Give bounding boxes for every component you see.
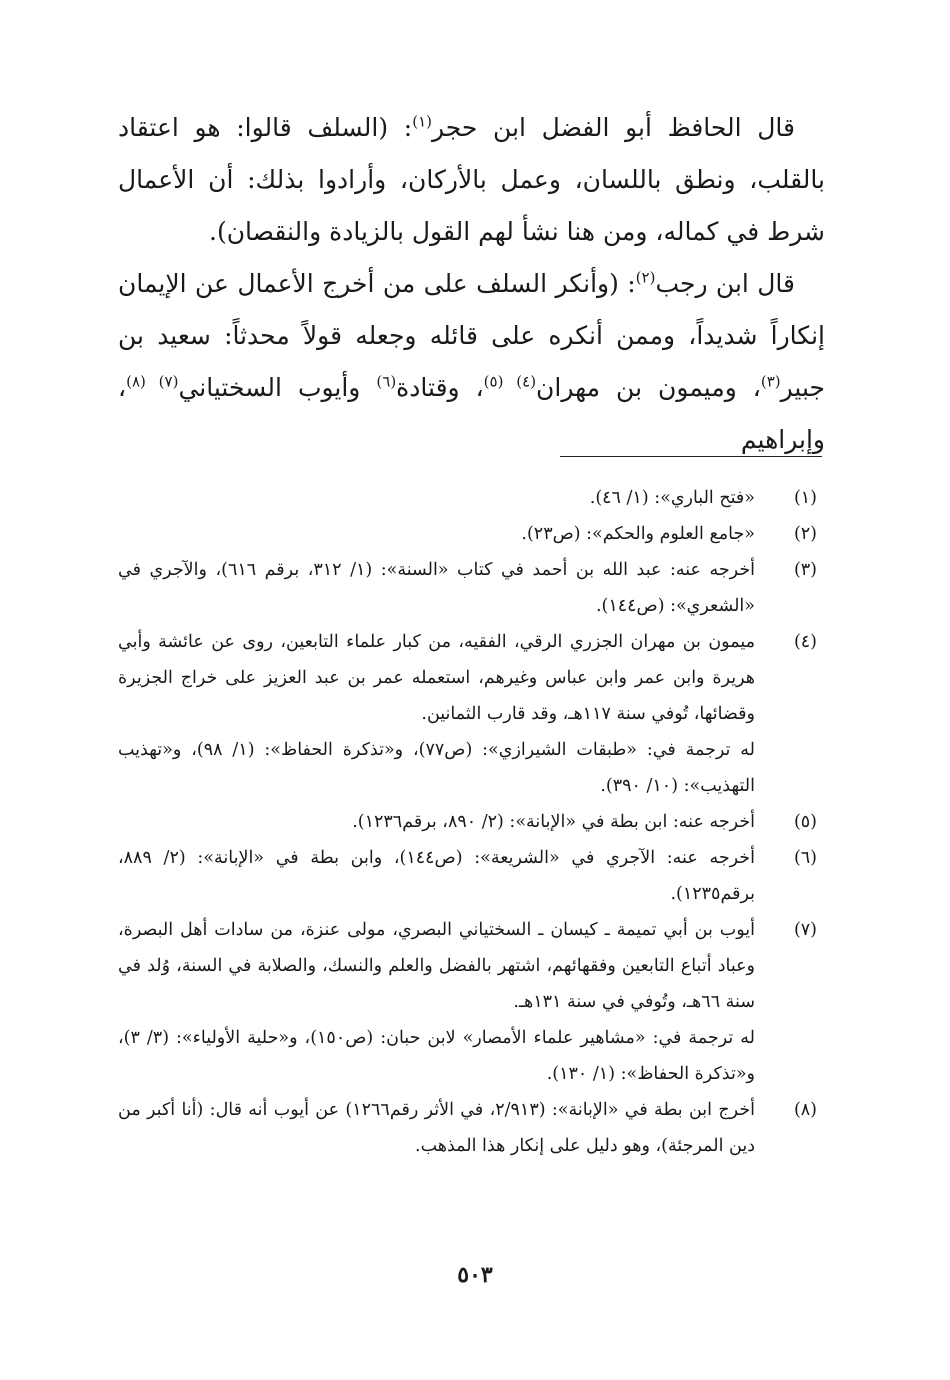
footnote-text: له ترجمة في: «مشاهير علماء الأمصار» لابن حبان: (ص١٥٠)، و«حلية الأولياء»: (٣/ ٣)، و«تذكرة الحفاظ»: (١/ ١٣٠). [118, 1028, 755, 1084]
footnote [118, 624, 825, 804]
footnote-text: له ترجمة في: «طبقات الشيرازي»: (ص٧٧)، و«تذكرة الحفاظ»: (١/ ٩٨)، و«تهذيب التهذيب»: (١٠/ ٣٩٠). [118, 740, 756, 796]
footnote-body [118, 840, 755, 912]
footnote-body [118, 912, 755, 1092]
footnotes [118, 480, 825, 1164]
footnote-number: (٣) [793, 560, 817, 580]
footnote-text: أخرجه عنه: عبد الله بن أحمد في كتاب «السنة»: (١/ ٣١٢، برقم ٦١٦)، والآجري في «الشعري»: (ص١٤٤). [118, 560, 755, 616]
footnote [118, 1092, 825, 1164]
footnote-number: (٦) [793, 848, 817, 868]
paragraph-text: ، وقتادة [396, 373, 484, 402]
footnote-text: «فتح الباري»: (١/ ٤٦). [589, 488, 755, 508]
footnote-text: أخرجه عنه: الآجري في «الشريعة»: (ص١٤٤)، وابن بطة في «الإبانة»: (٢/ ٨٨٩، برقم١٢٣٥). [118, 848, 755, 904]
paragraph-text: قال ابن رجب [655, 269, 795, 298]
footnote-ref: (٧) (٨) [126, 372, 179, 391]
footnote-body [118, 552, 755, 624]
paragraph-text: ، وإبراهيم [118, 373, 825, 454]
footnote-text: أخرجه عنه: ابن بطة في «الإبانة»: (٢/ ٨٩٠، برقم١٢٣٦). [352, 812, 755, 832]
footnote-ref: (٦) [376, 372, 397, 391]
footnote-number: (٤) [793, 632, 817, 652]
footnote-number: (٨) [793, 1100, 817, 1120]
footnote-number: (٢) [793, 524, 817, 544]
footnote-body [118, 516, 755, 552]
paragraph-text: : (السلف قالوا: هو اعتقاد بالقلب، ونطق باللسان، وعمل بالأركان، وأرادوا بذلك: أن الأعمال شرط في كماله، ومن هنا نشأ لهم القول بالزيادة والنقصان). [118, 113, 825, 246]
footnote-ref: (٢) [635, 268, 656, 287]
paragraph-text: قال الحافظ أبو الفضل ابن حجر [432, 113, 795, 142]
main-text [118, 102, 825, 466]
footnote-body [118, 624, 755, 804]
footnote [118, 912, 825, 1092]
footnote-text: «جامع العلوم والحكم»: (ص٢٣). [521, 524, 755, 544]
footnote-body [118, 480, 755, 516]
footnote-number: (٥) [793, 812, 817, 832]
footnote [118, 552, 825, 624]
footnote-text: أخرج ابن بطة في «الإبانة»: (٢/٩١٣، في الأثر رقم١٢٦٦) عن أيوب أنه قال: (أنا أكبر من دين المرجئة)، وهو دليل على إنكار هذا المذهب. [118, 1100, 755, 1156]
main-paragraph [118, 258, 825, 466]
paragraph-text: : (وأنكر السلف على من أخرج الأعمال عن الإيمان إنكاراً شديداً، وممن أنكره على قائله وجعله قولاً محدثاً: سعيد بن جبير [118, 269, 825, 402]
paragraph-text: ، وميمون بن مهران [536, 373, 761, 402]
paragraph-text: وأيوب السختياني [178, 373, 377, 402]
footnote-number: (٧) [793, 920, 817, 940]
footnote-ref: (٤) (٥) [483, 372, 537, 391]
footnote-body [118, 1092, 755, 1164]
footnote [118, 840, 825, 912]
footnote-number: (١) [793, 488, 817, 508]
footnote [118, 516, 825, 552]
footnote [118, 480, 825, 516]
footnote-text: أيوب بن أبي تميمة ـ كيسان ـ السختياني البصري، مولى عنزة، من سادات أهل البصرة، وعباد أتباع التابعين وفقهائهم، اشتهر بالفضل والعلم والنسك، والصلابة في السنة، وُلد في سنة ٦٦هـ، وتُوفي في سنة ١٣١هـ. [118, 920, 755, 1012]
footnote-separator [560, 456, 822, 457]
footnote-text: ميمون بن مهران الجزري الرقي، الفقيه، من كبار علماء التابعين، روى عن عائشة وأبي هريرة وابن عمر وابن عباس وغيرهم، استعمله عمر بن عبد العزيز على خراج الجزيرة وقضائها، تُوفي سنة ١١٧هـ، وقد قارب الثمانين. [118, 632, 755, 724]
main-paragraph [118, 102, 825, 258]
footnote-ref: (٣) [760, 372, 781, 391]
footnote-body [118, 804, 755, 840]
footnote [118, 804, 825, 840]
footnote-ref: (١) [412, 112, 432, 131]
page-number: ٥٠٣ [457, 1262, 493, 1288]
